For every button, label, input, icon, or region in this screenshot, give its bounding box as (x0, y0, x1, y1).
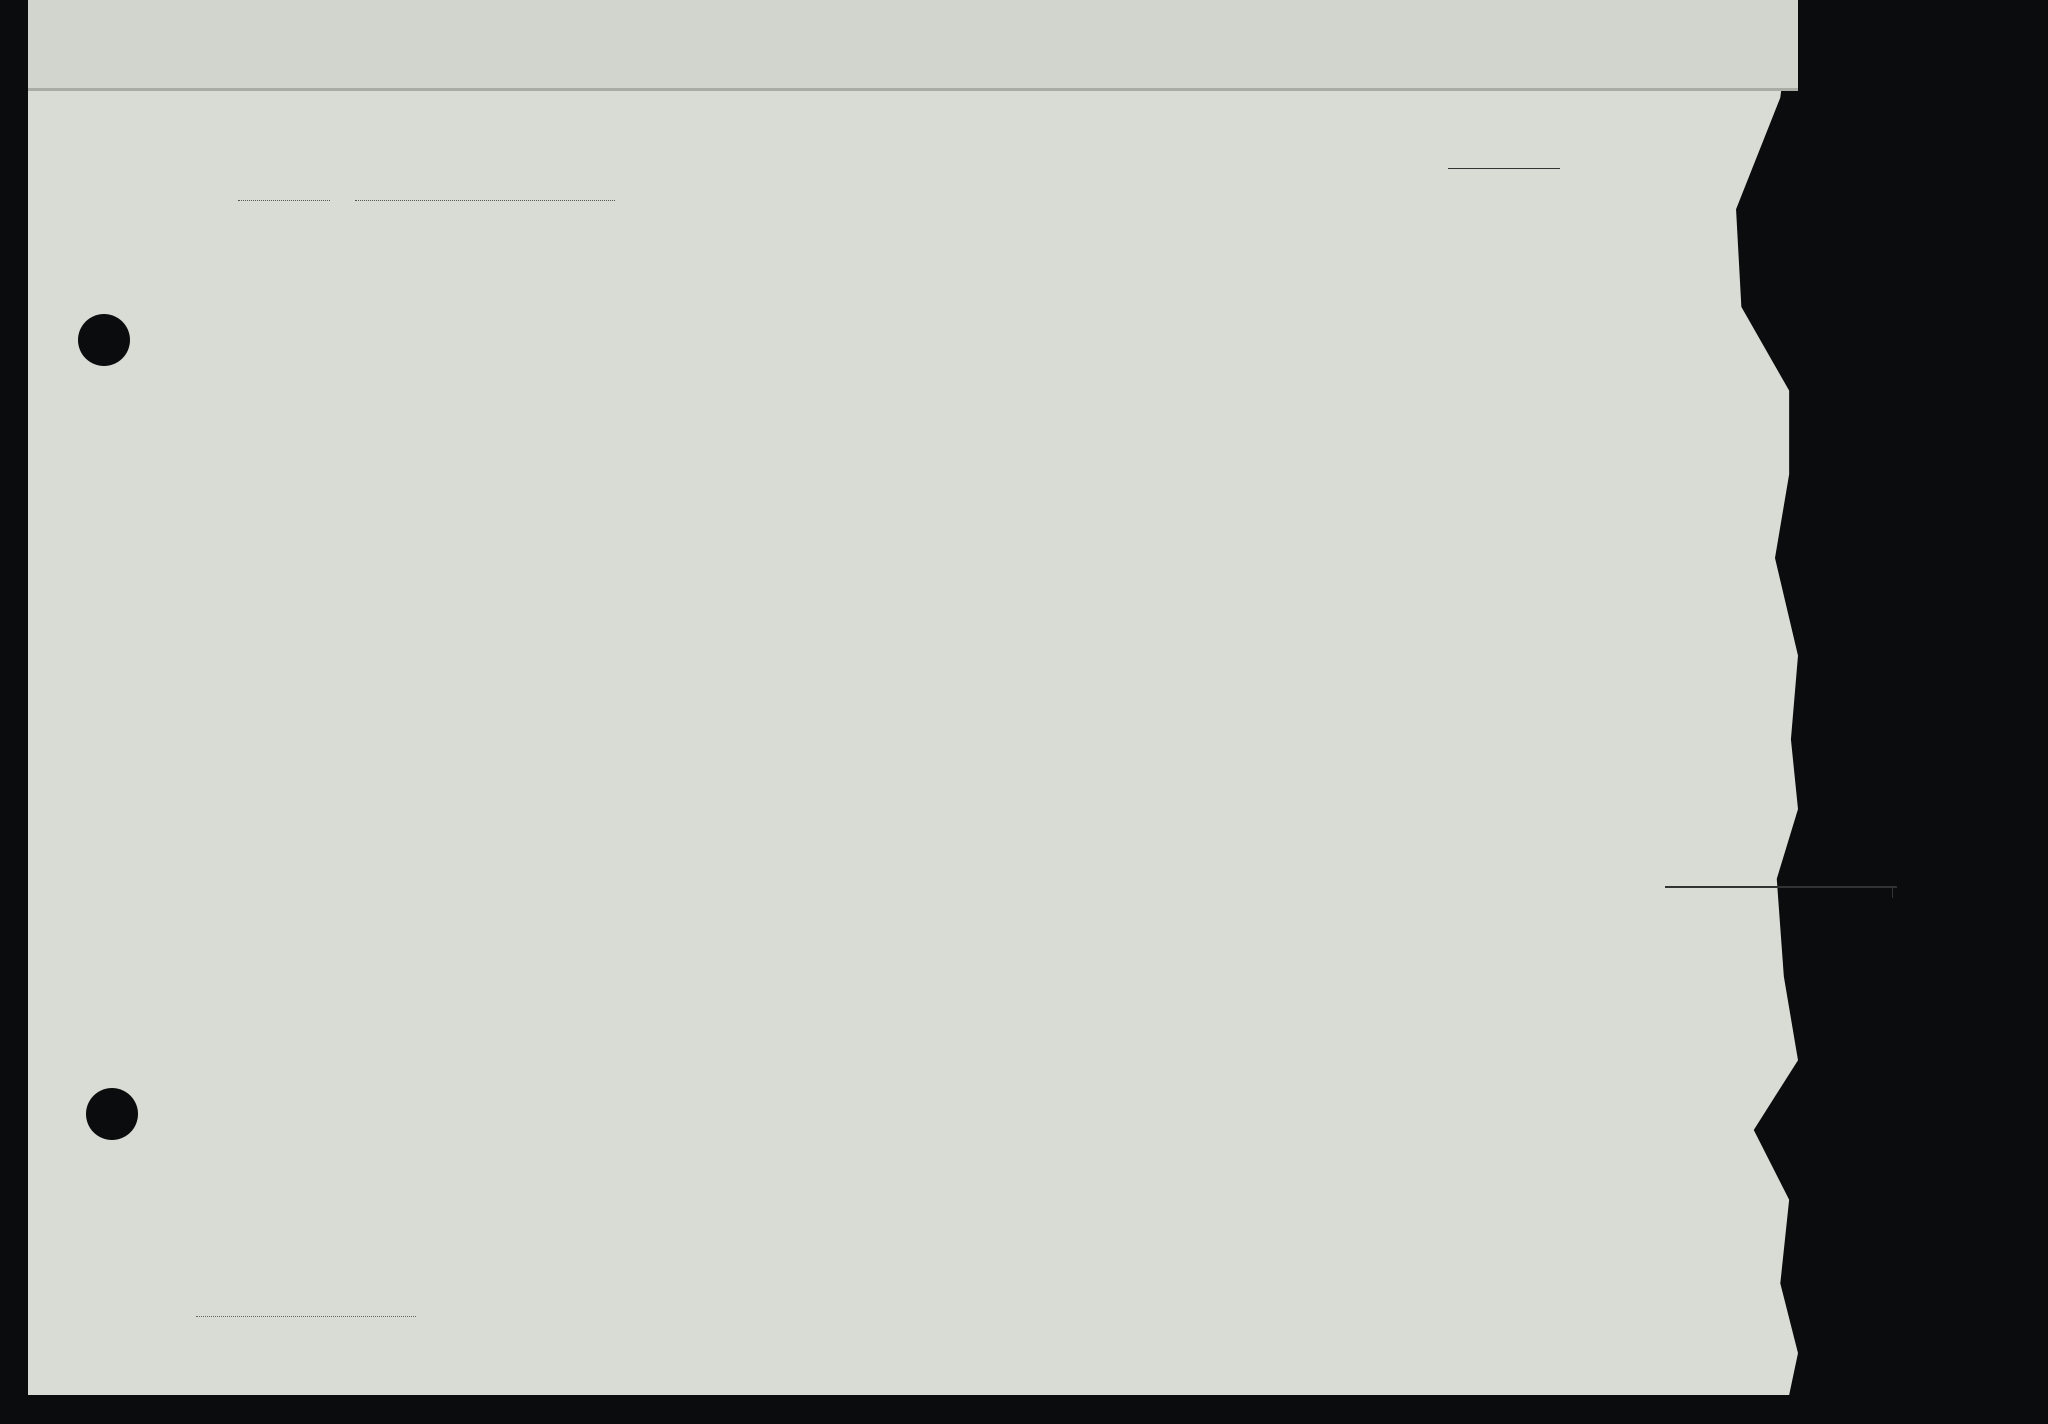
side-divider (1665, 886, 1897, 888)
footnote-2 (184, 1302, 416, 1321)
footnote-1 (184, 1264, 196, 1282)
